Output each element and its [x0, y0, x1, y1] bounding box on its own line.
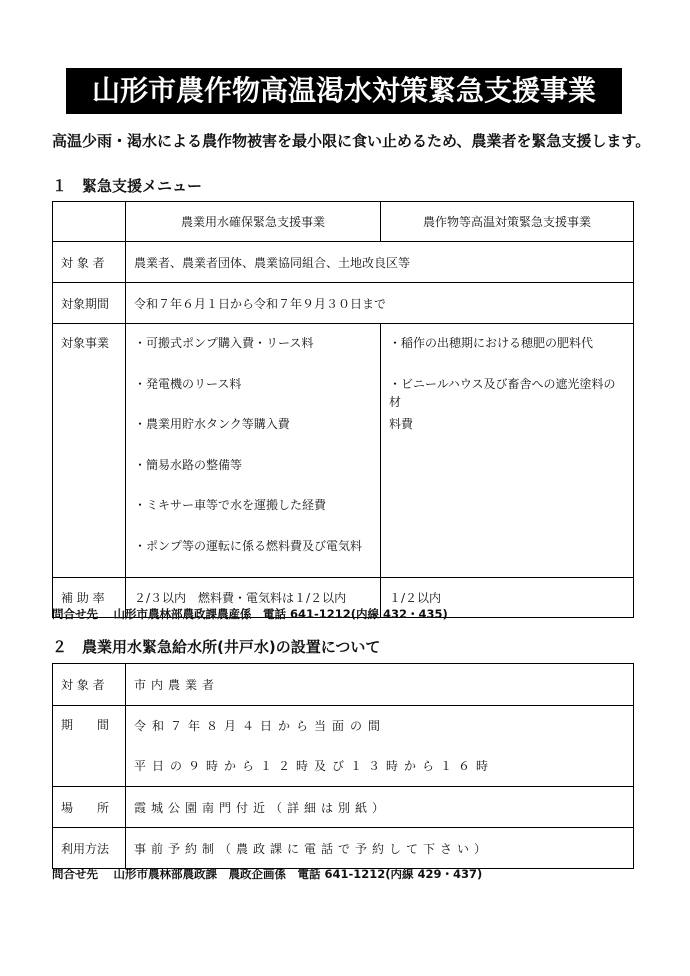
s2-period-value: [126, 706, 634, 787]
col2-header: 農作物等高温対策緊急支援事業: [381, 202, 634, 242]
list-item: 料費: [389, 417, 414, 431]
list-item: ・ミキサー車等で水を運搬した経費: [134, 498, 327, 512]
list-item: ・ポンプ等の運転に係る燃料費及び電気料: [134, 538, 363, 553]
section1-heading: １ 緊急支援メニュー: [52, 177, 203, 195]
list-item: ・ビニールハウス及び畜舎への遮光塗料の材: [389, 376, 616, 409]
emergency-menu-table: [52, 201, 634, 618]
s2-period-line1: 令和７年８月４日から当面の間: [134, 719, 387, 733]
period-label: 対象期間: [53, 283, 126, 324]
s2-place-value: 霞城公園南門付近（詳細は別紙）: [126, 787, 634, 828]
s2-period-label: 期 間: [53, 706, 126, 787]
section2-heading: ２ 農業用水緊急給水所(井戸水)の設置について: [52, 638, 381, 656]
list-item: ・可搬式ポンプ購入費・リース料: [134, 336, 314, 350]
projects-label: 対象事業: [53, 324, 126, 578]
projects-col1: [126, 324, 381, 578]
page-title: 山形市農作物高温渇水対策緊急支援事業: [66, 68, 622, 114]
s2-target-value: 市内農業者: [126, 664, 634, 706]
projects-col2: [381, 324, 634, 578]
s2-usage-value: 事前予約制（農政課に電話で予約して下さい）: [126, 828, 634, 869]
s2-usage-label: 利用方法: [53, 828, 126, 869]
rate-col2: １/２以内: [381, 578, 634, 618]
section2-contact: 問合せ先 山形市農林部農政課 農政企画係 電話 641-1212(内線 429・437): [52, 867, 483, 881]
list-item: ・発電機のリース料: [134, 376, 242, 391]
lead-text: 高温少雨・渇水による農作物被害を最小限に食い止めるため、農業者を緊急支援します。: [52, 132, 651, 150]
water-supply-table: [52, 663, 634, 869]
target-value: 農業者、農業者団体、農業協同組合、土地改良区等: [126, 242, 634, 283]
target-label: 対 象 者: [53, 242, 126, 283]
col1-header: 農業用水確保緊急支援事業: [126, 202, 381, 242]
list-item: ・簡易水路の整備等: [134, 457, 243, 472]
period-value: 令和７年６月１日から令和７年９月３０日まで: [126, 283, 634, 324]
rate-label: 補 助 率: [53, 578, 126, 618]
s2-period-line2: 平日の９時から１２時及び１３時から１６時: [134, 759, 495, 773]
rate-col1: ２/３以内 燃料費・電気料は１/２以内: [126, 578, 381, 618]
list-item: ・農業用貯水タンク等購入費: [134, 417, 290, 431]
header-blank-cell: [53, 202, 126, 242]
s2-place-label: 場 所: [53, 787, 126, 828]
list-item: ・稲作の出穂期における穂肥の肥料代: [389, 336, 594, 350]
section1-contact: 問合せ先 山形市農林部農政課農産係 電話 641-1212(内線 432・435): [52, 607, 448, 621]
s2-target-label: 対 象 者: [53, 664, 126, 706]
